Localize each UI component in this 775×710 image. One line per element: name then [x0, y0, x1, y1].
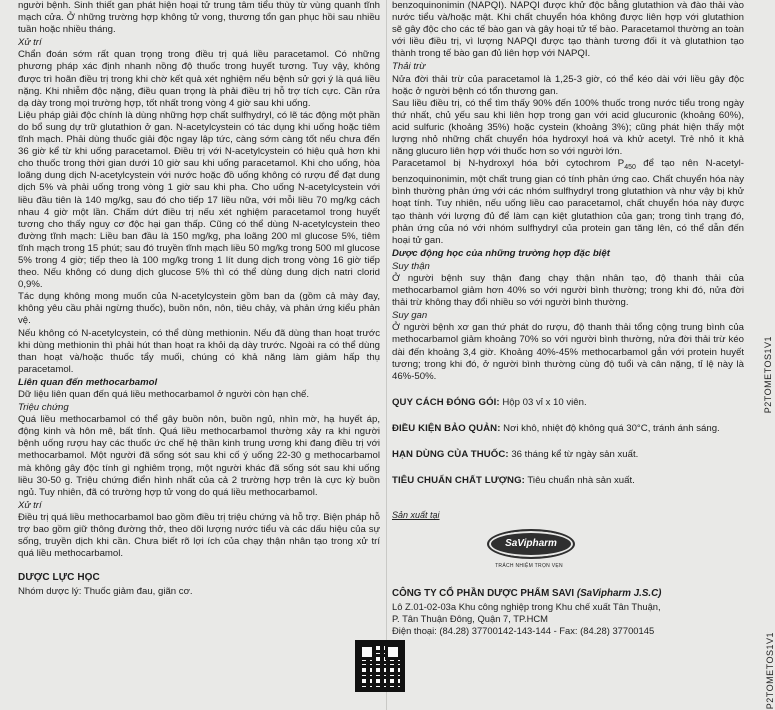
- heading-suy-gan: Suy gan: [392, 310, 428, 322]
- made-at-label: Sản xuất tại: [392, 510, 440, 521]
- logo-badge: SaVipharm: [487, 529, 575, 559]
- side-code-bottom: P2TOMETOS1V1: [765, 632, 775, 710]
- left-intro: người bệnh. Sinh thiết gan phát hiện hoại tử trung tâm tiểu thùy từ vùng quanh tĩnh mạch cửa. Ở những trường hợp không tử vong, thương tổn gan phục hồi sau nhiều tuần hoặc nhiều tháng.: [18, 0, 380, 36]
- heading-xu-tri-2: Xử trí: [18, 499, 42, 511]
- packing-value: Hộp 03 vỉ x 10 viên.: [499, 396, 587, 408]
- metabolism-text-b: để tạo nên N-acetyl-benzoquinonimin, một chất trung gian có tính phản ứng cao. Chất chuyển hóa này bình thường phản ứng với các nhóm sulfhydryl trong glutathion và như vậy bị khử hoạt tính. Tuy nhiên, nếu uống liều cao paracetamol, chất chuyển hóa này được tạo thành với lượng đủ để làm cạn kiệt glutathion của gan; trong tình trạng đó, phản ứng của nó với nhóm sulfhydryl của protein gan tăng lên, có thể dẫn đến hoại tử gan.: [392, 158, 744, 246]
- savipharm-logo: [487, 529, 571, 572]
- paragraph-renal: Ở người bệnh suy thận đang chạy thận nhân tạo, độ thanh thải của methocarbamol giảm hơn 40% so với người bình thường; trong khi đó, nửa đời thải trừ không thay đổi nhiều so với người bình thường.: [392, 272, 744, 309]
- standard-value: Tiêu chuẩn nhà sản xuất.: [524, 475, 635, 487]
- heading-methocarbamol: Liên quan đến methocarbamol: [18, 376, 158, 388]
- phone-fax: Điện thoại: (84.28) 37700142-143-144 - Fax: (84.28) 37700145: [392, 625, 655, 637]
- packing-label: QUY CÁCH ĐÓNG GÓI:: [392, 396, 500, 408]
- paragraph-half-life: Nửa đời thải trừ của paracetamol là 1,25-3 giờ, có thể kéo dài với liều gây độc hoặc ở người bệnh có tổn thương gan.: [392, 73, 744, 97]
- paragraph-hepatic: Ở người bệnh xơ gan thứ phát do rượu, độ thanh thải tổng cộng trung bình của methocarbamol giảm khoảng 70% so với người bình thường, nửa đời thải trừ kéo dài đến khoảng 3,4 giờ. Khoảng 40%-45% methocarbamol gắn với protein huyết tương; trong khi đó, ở người bình thường cùng độ tuổi và cân nặng, tỉ lệ này là 46%-50%.: [392, 322, 744, 382]
- paragraph-diagnosis: Chẩn đoán sớm rất quan trọng trong điều trị quá liều paracetamol. Có những phương pháp xác định nhanh nồng độ thuốc trong huyết tương. Tuy vậy, không được trì hoãn điều trị trong khi chờ kết quả xét nghiệm nếu bệnh sử gợi ý là quá liều nặng. Khi nhiễm độc nặng, điều quan trọng là phải điều trị hỗ trợ tích cực. Cần rửa dạ dày trong mọi trường hợp, tốt nhất trong vòng 4 giờ sau khi uống.: [18, 49, 380, 109]
- heading-trieu-chung: Triệu chứng: [18, 402, 69, 414]
- logo-tagline: TRÁCH NHIỆM TRỌN VẸN: [495, 563, 563, 570]
- storage-line: [392, 423, 744, 435]
- left-column: [18, 0, 380, 599]
- company-short-name: (SaVipharm J.S.C): [576, 588, 662, 600]
- qr-code: [355, 640, 405, 692]
- heading-suy-than: Suy thận: [392, 260, 430, 272]
- paragraph-pharmacology-group: Nhóm dược lý: Thuốc giảm đau, giãn cơ.: [18, 586, 193, 598]
- paragraph-side-effects: Tác dụng không mong muốn của N-acetylcystein gồm ban da (gồm cả mày đay, không yêu cầu phải ngừng thuốc), buồn nôn, nôn, tiêu chảy, và phản ứng kiểu phản vệ.: [18, 291, 380, 327]
- paragraph-methionin: Nếu không có N-acetylcystein, có thể dùng methionin. Nếu đã dùng than hoạt trước khi dùng methionin thì phải hút than hoạt ra khỏi dạ dày trước. Ngoài ra có thể dùng than hoạt và/hoặc thuốc tẩy muối, chúng có khả năng làm giảm hấp thụ paracetamol.: [18, 327, 380, 375]
- heading-thai-tru: Thải trừ: [392, 61, 426, 73]
- company-name: [392, 588, 744, 600]
- storage-label: ĐIỀU KIỆN BẢO QUẢN:: [392, 422, 501, 434]
- company-name-text: CÔNG TY CỔ PHẦN DƯỢC PHẨM SAVI: [392, 588, 575, 600]
- paragraph-methocarbamol-data: Dữ liệu liên quan đến quá liều methocarbamol ở người còn hạn chế.: [18, 389, 310, 400]
- standard-line: [392, 475, 744, 487]
- address-line-1: Lô Z.01-02-03a Khu công nghiệp trong Khu chế xuất Tân Thuận,: [392, 601, 661, 613]
- paragraph-excretion: Sau liều điều trị, có thể tìm thấy 90% đến 100% thuốc trong nước tiểu trong ngày thứ nhất, chủ yếu sau khi liên hợp trong gan với acid glucuronic (khoảng 60%), acid sulfuric (khoảng 35%) hoặc cystein (khoảng 3%); cũng phát hiện thấy một lượng nhỏ những chất chuyển hóa hydroxyl hoá và khử acetyl. Trẻ nhỏ ít khả năng glucuro liên hợp với thuốc hơn so với người lớn.: [392, 97, 744, 158]
- heading-xu-tri-1: Xử trí: [18, 37, 42, 49]
- metabolism-text-a: Paracetamol bị N-hydroxyl hóa bởi cytochrom P: [392, 158, 625, 170]
- expiry-label: HẠN DÙNG CỦA THUỐC:: [392, 449, 509, 460]
- heading-duoc-luc-hoc: DƯỢC LỰC HỌC: [18, 572, 100, 584]
- standard-label: TIÊU CHUẨN CHẤT LƯỢNG:: [392, 475, 525, 487]
- paragraph-symptoms: Quá liều methocarbamol có thể gây buồn nôn, buồn ngủ, nhìn mờ, hạ huyết áp, động kinh và hôn mê, bất tỉnh. Quá liều methocarbamol thường xảy ra khi người bệnh uống rượu hay các thuốc ức chế hệ thần kinh trung ương khi đang điều trị với methocarbamol. Một người đã sống sót sau khi cố ý uống 22-30 g methocarbamol mà không gây độc tính gì nghiêm trọng, một người khác đã sống sót sau khi uống liều 30-50 g. Triệu chứng điển hình nhất của cả 2 trường hợp trên là cực kỳ buồn ngủ. Tuy nhiên, đã có trường hợp tử vong do quá liều methocarbamol.: [18, 414, 380, 498]
- expiry-line: [392, 449, 744, 461]
- cytochrome-subscript: 450: [624, 164, 636, 172]
- right-column: [392, 0, 744, 637]
- side-code-top: P2TOMETOS1V1: [763, 336, 773, 414]
- packing-line: [392, 397, 744, 409]
- address-line-2: P. Tân Thuận Đông, Quận 7, TP.HCM: [392, 613, 548, 625]
- expiry-value: 36 tháng kể từ ngày sản xuất.: [508, 449, 639, 460]
- column-divider: [386, 0, 387, 710]
- paragraph-metabolism: [392, 158, 744, 247]
- heading-special-cases: Dược động học của những trường hợp đặc biệt: [392, 247, 610, 259]
- paragraph-treatment: Điều trị quá liều methocarbamol bao gồm điều trị triệu chứng và hỗ trợ. Biện pháp hỗ trợ bao gồm giữ thông đường thở, theo dõi lượng nước tiểu và các dấu hiệu của sự sống, truyền dịch khi cần. Chưa biết rõ lợi ích của chạy thận nhân tạo trong xử trí quá liều methocarbamol.: [18, 511, 380, 560]
- right-intro: benzoquinonimin (NAPQI). NAPQI được khử độc bằng glutathion và đào thải vào nước tiểu và/hoặc mật. Khi chất chuyển hóa không được liên hợp với glutathion sẽ gây độc cho các tế bào gan và gây hoại tử tế bào. Paracetamol thường an toàn với liều điều trị, vì lượng NAPQI được tạo thành tương đối ít và glutathion tạo thành trong tế bào gan đủ liên hợp với NAPQI.: [392, 0, 744, 60]
- storage-value: Nơi khô, nhiệt độ không quá 30°C, tránh ánh sáng.: [500, 422, 720, 434]
- paragraph-antidote: Liệu pháp giải độc chính là dùng những hợp chất sulfhydryl, có lẽ tác động một phần do bổ sung dự trữ glutathion ở gan. N-acetylcystein có tác dụng khi uống hoặc tiêm tĩnh mạch. Phải dùng thuốc giải độc ngay lập tức, càng sớm càng tốt nếu chưa đến 36 giờ kể từ khi uống paracetamol. Điều trị với N-acetylcystein có hiệu quả hơn khi cho thuốc trong thời gian dưới 10 giờ sau khi uống paracetamol. Khi cho uống, hòa loãng dung dịch N-acetylcystein với nước hoặc đồ uống không có rượu để đạt dung dịch 5% và phải uống trong vòng 1 giờ sau khi pha. Cho uống N-acetylcystein với liều đầu tiên là 140 mg/kg, sau đó cho tiếp 17 liều nữa, với mỗi liều 70 mg/kg cách nhau 4 giờ một lần. Chấm dứt điều trị nếu xét nghiệm paracetamol trong huyết tương cho thấy nguy cơ độc hại gan thấp. Cũng có thể dùng N-acetylcystein theo đường tĩnh mạch: Liều ban đầu là 150 mg/kg, pha loãng 200 ml glucose 5%, tiêm tĩnh mạch trong 15 phút; sau đó truyền tĩnh mạch liều 50 mg/kg trong 500 ml glucose 5% trong 4 giờ; tiếp theo là 100 mg/kg trong 1 lít dung dịch trong vòng 16 giờ tiếp theo. Nếu không có dung dịch glucose 5% thì có thể dùng dung dịch natri clorid 0,9%.: [18, 109, 380, 291]
